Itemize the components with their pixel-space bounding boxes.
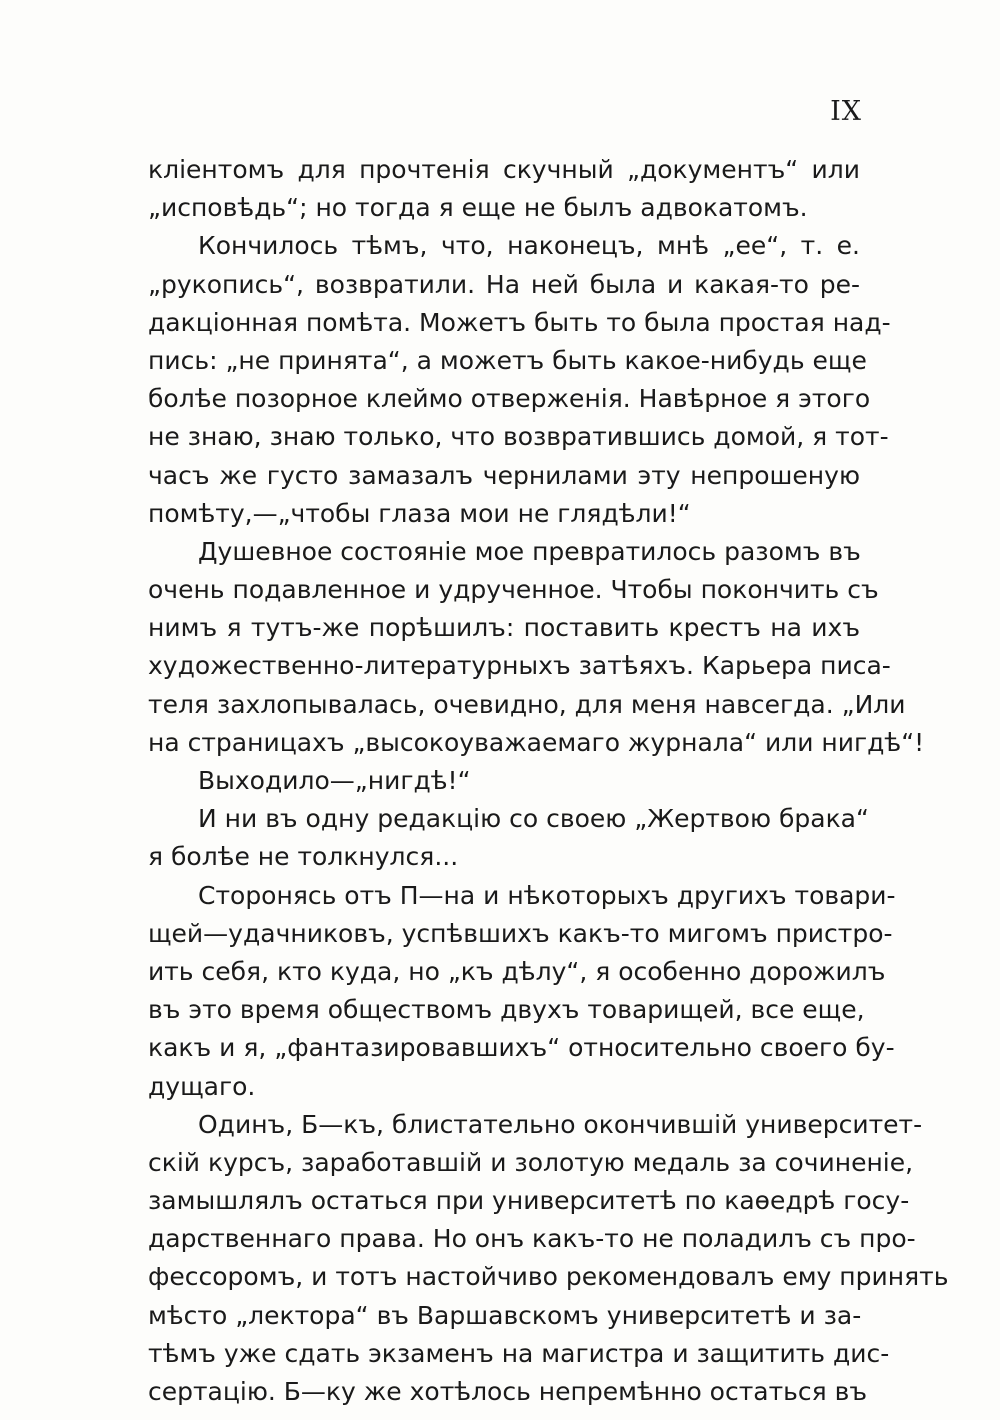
text-line: очень подавленное и удрученное. Чтобы покончить съ xyxy=(148,575,879,605)
text-line: мѣсто „лектора“ въ Варшавскомъ университетѣ и за- xyxy=(148,1300,862,1330)
text-line: „рукопись“, возвратили. На ней была и какая-то ре- xyxy=(148,269,860,299)
text-line: Душевное состояніе мое превратилось разомъ въ xyxy=(198,536,861,566)
text-line: замышлялъ остаться при университетѣ по каѳедрѣ госу- xyxy=(148,1186,910,1216)
text-line: помѣту,—„чтобы глаза мои не глядѣли!“ xyxy=(148,498,691,528)
text-line: я болѣе не толкнулся... xyxy=(148,842,459,872)
text-line: скій курсъ, заработавшій и золотую медаль за сочиненіе, xyxy=(148,1147,914,1177)
text-line: дакціонная помѣта. Можетъ быть то была простая над- xyxy=(148,307,891,337)
text-line: теля захлопывалась, очевидно, для меня навсегда. „Или xyxy=(148,689,906,719)
text-line: Сторонясь отъ П—на и нѣкоторыхъ другихъ товари- xyxy=(198,880,896,910)
text-line: на страницахъ „высокоуважаемаго журнала“ или нигдѣ“! xyxy=(148,727,925,757)
body-text xyxy=(148,151,949,1411)
text-line: Выходило—„нигдѣ!“ xyxy=(198,766,471,795)
text-line: болѣе позорное клеймо отверженія. Навѣрное я этого xyxy=(148,384,871,414)
text-line: кліентомъ для прочтенія скучный „документъ“ или xyxy=(148,155,860,184)
text-line: сертацію. Б—ку же хотѣлось непремѣнно остаться въ xyxy=(148,1377,868,1406)
text-line: Одинъ, Б—къ, блистательно окончившій университет- xyxy=(198,1109,923,1139)
text-line: И ни въ одну редакцію со своею „Жертвою брака“ xyxy=(198,804,869,834)
text-line: въ это время обществомъ двухъ товарищей, все еще, xyxy=(148,995,865,1025)
text-line: тѣмъ уже сдать экзаменъ на магистра и защитить дис- xyxy=(148,1338,890,1368)
text-line: ить себя, кто куда, но „къ дѣлу“, я особенно дорожилъ xyxy=(148,956,886,986)
page-number: IX xyxy=(830,96,862,127)
text-line: не знаю, знаю только, что возвратившись домой, я тот- xyxy=(148,422,889,452)
text-line: щей—удачниковъ, успѣвшихъ какъ-то мигомъ пристро- xyxy=(148,918,893,948)
text-line: Кончилось тѣмъ, что, наконецъ, мнѣ „ее“, т. е. xyxy=(198,231,860,261)
text-line: пись: „не принята“, а можетъ быть какое-нибудь еще xyxy=(148,345,867,375)
text-line: часъ же густо замазалъ чернилами эту непрошеную xyxy=(148,460,860,490)
text-line: дущаго. xyxy=(148,1071,256,1101)
text-line: дарственнаго права. Но онъ какъ-то не поладилъ съ про- xyxy=(148,1224,916,1254)
text-line: какъ и я, „фантазировавшихъ“ относительно своего бу- xyxy=(148,1033,895,1063)
text-line: нимъ я тутъ-же порѣшилъ: поставить крестъ на ихъ xyxy=(148,613,860,643)
text-line: фессоромъ, и тотъ настойчиво рекомендовалъ ему принять xyxy=(148,1262,949,1292)
text-line: художественно-литературныхъ затѣяхъ. Карьера писа- xyxy=(148,651,891,681)
text-line: „исповѣдь“; но тогда я еще не былъ адвокатомъ. xyxy=(148,193,808,223)
